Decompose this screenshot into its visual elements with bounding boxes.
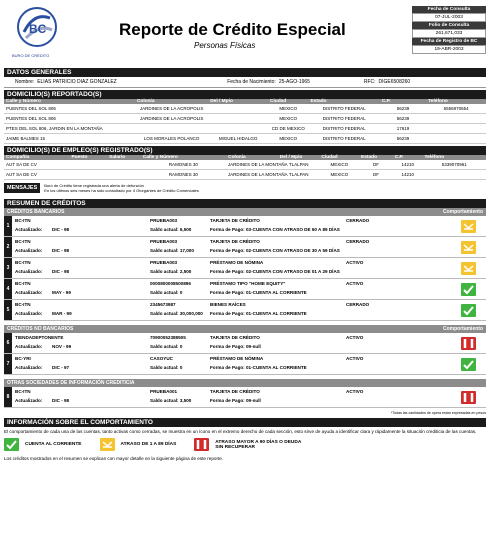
payment-form: Forma de Pago: 01-CUENTA AL CORRIENTE [210, 365, 307, 370]
fecha-nacimiento-label: Fecha de Nacimiento: [227, 79, 276, 85]
report-subtitle: Personas Físicas [194, 41, 256, 50]
table-cell: PUENTES DEL SOL 806 [6, 106, 56, 111]
no-bancarios-band [4, 325, 486, 333]
svg-text:BC: BC [29, 22, 47, 36]
payment-form: Forma de Pago: 01-CUENTA AL CORRIENTE [210, 290, 307, 295]
updated-month: DIC - 97 [52, 365, 70, 370]
mensajes-section [4, 183, 486, 193]
table-row [4, 160, 486, 170]
column-header: Ciudad [270, 99, 287, 104]
updated-month: DIC - 98 [52, 398, 70, 403]
account-status: CERRADO [346, 302, 370, 307]
institution: BC-ITN [15, 239, 31, 244]
column-header: Salario [109, 155, 126, 160]
current-balance: Saldo actual: 0 [150, 344, 183, 349]
account-number: 3 [4, 258, 12, 278]
account-body [12, 333, 486, 353]
table-cell: 14210 [401, 162, 414, 167]
institution: BC-ITN [15, 281, 31, 286]
payment-form: Forma de Pago: 09-null [210, 398, 261, 403]
account-number: 4 [4, 279, 12, 299]
table-cell: LOS MORALES POLANCO [143, 136, 200, 141]
current-balance: Saldo actual: 2,500 [150, 269, 192, 274]
table-cell: 56239 [396, 116, 410, 121]
table-cell: MEXICO [330, 162, 349, 167]
account-ref: PRUEBA003 [150, 239, 178, 244]
table-row [4, 114, 486, 124]
column-header: Ciudad [321, 155, 338, 160]
table-cell: 56239 [396, 136, 410, 141]
payment-form: Forma de Pago: 01-CUENTA AL CORRIENTE [210, 311, 307, 316]
column-header: Puesto [71, 155, 88, 160]
comportamiento-label: Comportamiento [443, 209, 483, 215]
fecha-nacimiento-value: 25-AGO-1965 [278, 79, 310, 85]
yellow-status-icon [100, 438, 115, 451]
domicilios-table [4, 104, 486, 144]
account-number: 6 [4, 333, 12, 353]
current-balance: Saldo actual: 0 [150, 290, 183, 295]
fecha-registro-value: 19-ABR-2003 [412, 45, 486, 54]
column-header: Estado [361, 155, 378, 160]
resumen-heading: RESUMEN DE CRÉDITOS [4, 199, 486, 208]
yellow-status-icon [461, 241, 476, 254]
table-row [4, 134, 486, 144]
buro-logo-icon [16, 6, 58, 52]
account-body [12, 279, 486, 299]
legend-label: ATRASO MAYOR A 90 DÍAS O DEUDA SIN RECUPERAR [215, 439, 302, 450]
comportamiento-text: El comportamiento de cada una de las cuentas, tanto activas como cerradas, se muestra en un ícono en el extremo derecho de cada sección, esto sirve de ayuda a identificar clara y rápidamente la situación crediticia de las cuentas. [4, 429, 477, 434]
empleos-heading: DOMICILIO(S) DE EMPLEO(S) REGISTRADO(S) [4, 146, 486, 155]
column-header: Del / Mpio [279, 155, 303, 160]
updated-month: NOV - 99 [52, 344, 72, 349]
account-ref: 70900052388505 [150, 335, 186, 340]
payment-form: Forma de Pago: 02-CUENTA CON ATRASO DE 01 A 29 DÍAS [210, 269, 340, 274]
table-cell: MEXICO [279, 116, 298, 121]
red-status-icon [461, 391, 476, 404]
credit-type: PRÉSTAMO DE NÓMINA [210, 260, 264, 265]
account-number: 8 [4, 387, 12, 407]
column-header: Del / Mpio [210, 99, 233, 104]
comportamiento-heading: INFORMACIÓN SOBRE EL COMPORTAMIENTO [4, 418, 486, 427]
table-cell: AUT SA DE CV [6, 172, 37, 177]
updated-label: Actualizado: [15, 248, 43, 253]
account-ref: 0000800008500896 [150, 281, 191, 286]
table-cell: DISTRITO FEDERAL [322, 136, 366, 141]
legend-item [4, 438, 82, 451]
payment-form: Forma de Pago: 02-CUENTA CON ATRASO DE 30 A 59 DÍAS [210, 248, 340, 253]
account-body [12, 387, 486, 407]
credit-type: TARJETA DE CRÉDITO [210, 335, 260, 340]
credit-account-row [4, 237, 486, 258]
green-status-icon [4, 438, 19, 451]
updated-label: Actualizado: [15, 311, 43, 316]
table-cell: JARDINES DE LA MONTAÑA [227, 162, 288, 167]
column-header: Calle y Número [142, 155, 178, 160]
mensaje-line-2: En los últimos seis meses ha sido consultado por 4 Otorgantes de Crédito Comerciales [44, 188, 199, 193]
institution: BC-YRI [15, 356, 31, 361]
updated-label: Actualizado: [15, 398, 43, 403]
rfc-label: RFC: [363, 79, 376, 85]
table-cell: 5339070961 [441, 162, 467, 167]
otras-label: OTRAS SOCIEDADES DE INFORMACIÓN CREDITICIA [7, 380, 135, 386]
report-header [4, 6, 486, 66]
current-balance: Saldo actual: 3,500 [150, 398, 192, 403]
yellow-status-icon [461, 262, 476, 275]
table-cell: PUENTES DEL SOL 806 [6, 116, 56, 121]
account-body [12, 258, 486, 278]
mensajes-label: MENSAJES [4, 183, 40, 193]
no-bancarios-list [4, 333, 486, 375]
account-status: ACTIVO [346, 356, 364, 361]
account-number: 1 [4, 216, 12, 236]
column-header: C.P. [381, 99, 391, 104]
table-cell: JARDINES DE LA MONTAÑA [227, 172, 288, 177]
mensaje-line-1: Buró de Crédito tiene registrada una alerta de defunción [44, 183, 144, 188]
column-header: Calle y Número [6, 99, 41, 104]
account-body [12, 237, 486, 257]
account-ref: PRUEBA003 [150, 260, 178, 265]
bancarios-band [4, 208, 486, 216]
payment-form: Forma de Pago: 03-CUENTA CON ATRASO DE 60 A 89 DÍAS [210, 227, 340, 232]
otras-list [4, 387, 486, 408]
column-header: Compañía [6, 155, 30, 160]
datos-generales-row [4, 77, 486, 88]
table-cell: CD DE MEXICO [271, 126, 305, 131]
account-body [12, 216, 486, 236]
updated-month: DIC - 98 [52, 248, 70, 253]
current-balance: Saldo actual: 0 [150, 365, 183, 370]
empleos-column-headers [4, 155, 486, 160]
account-status: ACTIVO [346, 260, 364, 265]
legend-label: ATRASO DE 1 A 89 DÍAS [120, 442, 177, 447]
table-cell: TLALPAN [288, 162, 309, 167]
table-cell: 5556970654 [443, 106, 469, 111]
credit-report-page [4, 6, 486, 461]
institution: BC-ITN [15, 218, 31, 223]
updated-month: MAY - 99 [52, 290, 71, 295]
comportamiento-label: Comportamiento [443, 326, 483, 332]
domicilios-heading: DOMICILIO(S) REPORTADO(S) [4, 90, 486, 99]
account-number: 2 [4, 237, 12, 257]
institution: BC-ITN [15, 260, 31, 265]
column-header: Estado [310, 99, 327, 104]
bancarios-list [4, 216, 486, 321]
folio-consulta-value: 261,671,033 [412, 29, 486, 38]
account-ref: PRUEBA001 [150, 389, 178, 394]
nombre-label: Nombre: [15, 79, 35, 85]
table-cell: DISTRITO FEDERAL [322, 106, 366, 111]
account-ref: 2345673987 [150, 302, 176, 307]
table-cell: JAIME BALMES 15 [6, 136, 46, 141]
table-cell: 17619 [396, 126, 410, 131]
green-status-icon [461, 283, 476, 296]
bancarios-label: CRÉDITOS BANCARIOS [7, 209, 65, 215]
column-header: C.P. [394, 155, 404, 160]
credit-account-row [4, 387, 486, 408]
credit-account-row [4, 333, 486, 354]
table-cell: 14210 [401, 172, 414, 177]
table-row [4, 104, 486, 114]
table-cell: DF [373, 172, 380, 177]
credit-account-row [4, 354, 486, 375]
updated-month: MAR - 99 [52, 311, 72, 316]
green-status-icon [461, 358, 476, 371]
column-header: Teléfono [428, 99, 448, 104]
red-status-icon [461, 337, 476, 350]
comportamiento-legend [4, 438, 486, 451]
updated-month: DIC - 98 [52, 227, 70, 232]
account-number: 5 [4, 300, 12, 320]
table-cell: MEXICO [279, 136, 298, 141]
credit-type: BIENES RAÍCES [210, 302, 246, 307]
nombre-value: ELIAS PATRICIO DIAZ GONZALEZ [37, 79, 117, 85]
table-cell: AUT SA DE CV [6, 162, 37, 167]
current-balance: Saldo actual: 6,500 [150, 227, 192, 232]
empleos-table [4, 160, 486, 180]
payment-form: Forma de Pago: 09-null [210, 344, 261, 349]
account-ref: PRUEBA003 [150, 218, 178, 223]
current-balance: Saldo actual: 30,000,000 [150, 311, 203, 316]
table-cell: JARDINES DE LA ACROPOLIS [139, 116, 204, 121]
fecha-registro-label: Fecha de Registro de BC [412, 38, 486, 45]
credit-type: TARJETA DE CRÉDITO [210, 218, 260, 223]
credit-account-row [4, 258, 486, 279]
credit-type: TARJETA DE CRÉDITO [210, 389, 260, 394]
account-status: CERRADO [346, 239, 370, 244]
institution: BC-ITN [15, 302, 31, 307]
domicilios-column-headers [4, 99, 486, 104]
otras-band [4, 379, 486, 387]
updated-label: Actualizado: [15, 227, 43, 232]
updated-label: Actualizado: [15, 344, 43, 349]
account-body [12, 300, 486, 320]
table-cell: DF [373, 162, 380, 167]
report-title: Reporte de Crédito Especial [119, 20, 346, 39]
consulta-info-box [412, 6, 486, 54]
credit-account-row [4, 216, 486, 237]
account-body [12, 354, 486, 374]
column-header: Teléfono [424, 155, 445, 160]
table-cell: MIGUEL HIDALGO [218, 136, 258, 141]
comportamiento-closing: Los créditos mostrados en el resumen se explican con mayor detalle en la siguiente página de este reporte. [4, 456, 224, 461]
red-status-icon [194, 438, 209, 451]
table-cell: JARDINES DE LA ACROPOLIS [139, 106, 204, 111]
column-header: Colonia [136, 99, 155, 104]
table-cell: RAMONES 30 [168, 172, 198, 177]
fecha-consulta-value: 07-JUL-2003 [412, 13, 486, 22]
table-cell: MEXICO [330, 172, 349, 177]
table-cell: DISTRITO FEDERAL [322, 126, 366, 131]
fecha-consulta-label: Fecha de Consulta [412, 6, 486, 13]
folio-consulta-label: Folio de Consulta [412, 22, 486, 29]
rfc-value: DIGE6508260 [378, 79, 411, 85]
column-header: Colonia [228, 155, 246, 160]
table-row [4, 124, 486, 134]
legend-item [194, 438, 305, 451]
logo-caption: BURO DE CRÉDITO [12, 53, 50, 58]
legend-item [100, 438, 177, 451]
datos-generales-heading: DATOS GENERALES [4, 68, 486, 77]
account-status: ACTIVO [346, 281, 364, 286]
table-cell: DISTRITO FEDERAL [322, 116, 366, 121]
table-cell: RAMONES 30 [168, 162, 198, 167]
account-status: ACTIVO [346, 389, 364, 394]
current-balance: Saldo actual: 17,000 [150, 248, 194, 253]
updated-label: Actualizado: [15, 290, 43, 295]
credit-account-row [4, 300, 486, 321]
updated-month: DIC - 98 [52, 269, 70, 274]
legend-label: CUENTA AL CORRIENTE [25, 442, 82, 447]
credit-type: TARJETA DE CRÉDITO [210, 239, 260, 244]
account-number: 7 [4, 354, 12, 374]
credit-type: PRÉSTAMO TIPO "HOME EQUITY" [210, 281, 286, 286]
credit-account-row [4, 279, 486, 300]
table-cell: PTES DEL SOL 806, JARDIN EN LA MONTAÑA [6, 126, 103, 131]
table-cell: TLALPAN [288, 172, 309, 177]
credit-type: PRÉSTAMO DE NÓMINA [210, 356, 264, 361]
updated-label: Actualizado: [15, 365, 43, 370]
no-bancarios-label: CRÉDITOS NO BANCARIOS [7, 326, 74, 332]
institution: BC-ITN [15, 389, 31, 394]
account-status: CERRADO [346, 218, 370, 223]
account-status: ACTIVO [346, 335, 364, 340]
amounts-footnote: *Todas las cantidades de opera están expresadas en pesos [390, 411, 486, 415]
table-row [4, 170, 486, 180]
updated-label: Actualizado: [15, 269, 43, 274]
green-status-icon [461, 304, 476, 317]
yellow-status-icon [461, 220, 476, 233]
table-cell: MEXICO [279, 106, 298, 111]
table-cell: 56239 [396, 106, 410, 111]
institution: TIENDADEPTONENTE [15, 335, 64, 340]
account-ref: CASOYUC [150, 356, 173, 361]
